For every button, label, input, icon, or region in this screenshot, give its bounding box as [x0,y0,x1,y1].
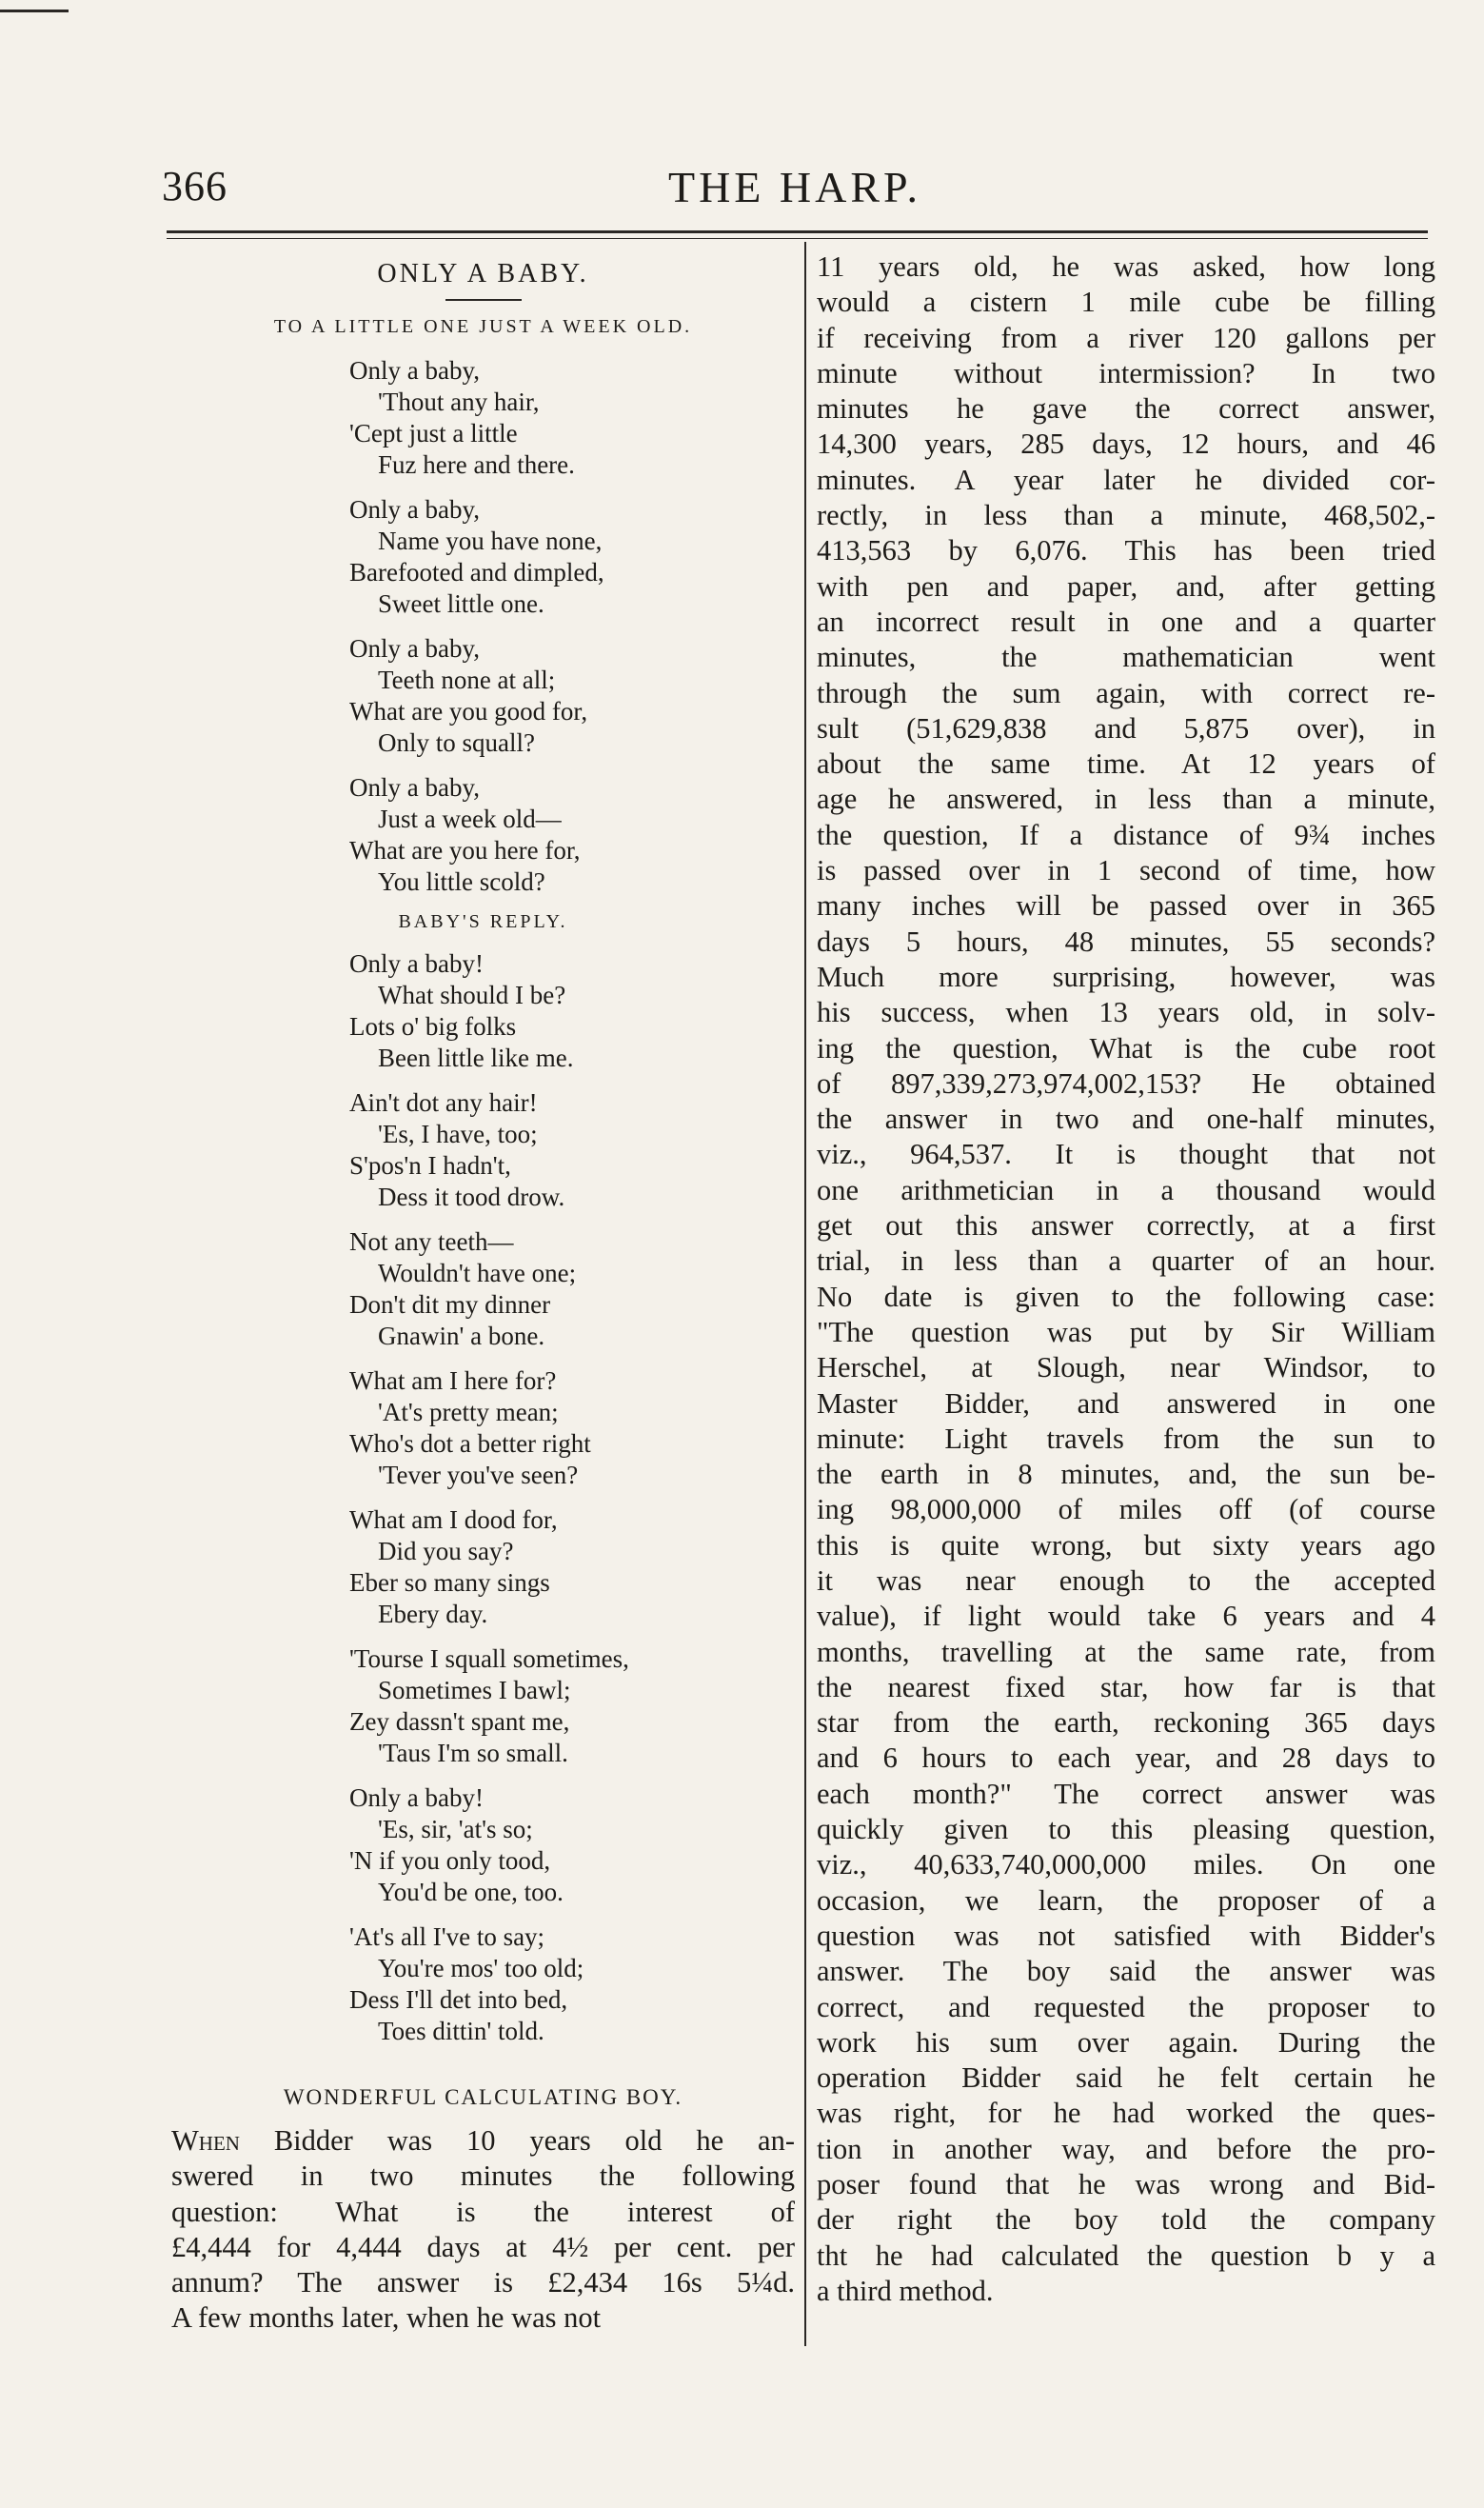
poem-line: What am I dood for, [349,1505,558,1534]
text-line: about the same time. At 12 years of [817,747,1435,781]
poem-line: What should I be? [378,981,566,1009]
text-line: days 5 hours, 48 minutes, 55 seconds? [817,925,1435,958]
title-rule [445,299,522,301]
stanza [349,1504,795,1630]
header-rule-thin [167,238,1428,239]
poem-line: 'N if you only tood, [349,1846,551,1875]
poem-line: You're mos' too old; [378,1954,584,1982]
poem-stanzas [349,355,795,898]
stanza [349,355,795,481]
text-line: was right, for he had worked the ques- [817,2097,1435,2130]
poem-line: Zey dassn't spant me, [349,1707,570,1736]
poem-title: ONLY A BABY. [377,259,589,289]
text-line: the question, If a distance of 9¾ inches [817,818,1435,851]
stanza [349,1643,795,1769]
text-line: tion in another way, and before the pro- [817,2132,1435,2165]
corner-rule [0,10,69,12]
poem-line: 'At's pretty mean; [378,1398,559,1426]
poem-line: Only a baby, [349,773,480,802]
poem-line: 'Tever you've seen? [378,1461,579,1489]
poem-line: Only a baby! [349,949,484,978]
reply-stanzas [349,948,795,2047]
text-line: ing 98,000,000 of miles off (of course [817,1493,1435,1526]
poem-line: Not any teeth— [349,1227,514,1256]
text-line: work his sum over again. During the [817,2025,1435,2059]
text-line: correct, and requested the proposer to [817,1990,1435,2023]
poem-line: Wouldn't have one; [378,1259,577,1287]
poem-line: Only to squall? [378,728,535,757]
text-line: with pen and paper, and, after getting [817,569,1435,603]
running-title: THE HARP. [667,163,922,211]
poem-line: Only a baby, [349,495,480,524]
poem-line: Only a baby, [349,634,480,663]
text-line: a third method. [817,2274,994,2307]
text-line: value), if light would take 6 years and 4 [817,1600,1435,1633]
poem-line: What are you here for, [349,836,581,865]
text-line: the earth in 8 minutes, and, the sun be- [817,1458,1435,1491]
text-line: age he answered, in less than a minute, [817,783,1435,816]
text-line: question: What is the interest of [171,2195,795,2228]
stanza [349,1921,795,2047]
article-title: WONDERFUL CALCULATING BOY. [283,2085,683,2109]
poem-line: Dess I'll det into bed, [349,1985,568,2014]
text-line: and 6 hours to each year, and 28 days to [817,1742,1435,1775]
text-line: operation Bidder said he felt certain he [817,2061,1435,2095]
poem-line: 'Es, sir, 'at's so; [378,1815,533,1843]
text-line: question was not satisfied with Bidder's [817,1919,1435,1952]
stanza [349,1782,795,1908]
text-line: one arithmetician in a thousand would [817,1173,1435,1206]
text-line: star from the earth, reckoning 365 days [817,1706,1435,1740]
text-line: £4,444 for 4,444 days at 4½ per cent. per [171,2230,795,2263]
left-column [171,249,795,2337]
drop-word: When [171,2124,240,2157]
page-header [162,162,1428,221]
text-line: if receiving from a river 120 gallons per [817,321,1435,354]
poem-line: Fuz here and there. [378,450,575,479]
page-number: 366 [162,163,228,209]
stanza [349,1087,795,1213]
text-line: minute: Light travels from the sun to [817,1422,1435,1455]
text-line: "The question was put by Sir William [817,1315,1435,1348]
poem-line: 'At's all I've to say; [349,1922,545,1951]
text-line: No date is given to the following case: [817,1280,1435,1313]
poem-line: What am I here for? [349,1366,557,1395]
text-line: get out this answer correctly, at a first [817,1209,1435,1243]
poem-line: 'Tourse I squall sometimes, [349,1644,629,1673]
article-text-left [171,2123,795,2337]
poem-line: Did you say? [378,1537,514,1565]
poem-line: Dess it tood drow. [378,1183,565,1211]
text-line [171,2123,795,2159]
text-line: poser found that he was wrong and Bid- [817,2168,1435,2201]
stanza [349,948,795,1074]
text-line: trial, in less than a quarter of an hour. [817,1244,1435,1278]
poem-line: Don't dit my dinner [349,1290,551,1319]
text-line: an incorrect result in one and a quarter [817,605,1435,638]
text-line: Herschel, at Slough, near Windsor, to [817,1351,1435,1384]
poem-line: Barefooted and dimpled, [349,558,604,587]
poem-line: What are you good for, [349,697,588,726]
poem-dedication: TO A LITTLE ONE JUST A WEEK OLD. [273,316,693,337]
text-line-rest: Bidder was 10 years old he an- [239,2124,795,2157]
text-line: the nearest fixed star, how far is that [817,1670,1435,1703]
poem-line: Lots o' big folks [349,1012,517,1041]
poem-line: Name you have none, [378,527,603,555]
poem-line: 'Es, I have, too; [378,1120,538,1148]
poem-line: Who's dot a better right [349,1429,591,1458]
text-line: answer. The boy said the answer was [817,1955,1435,1988]
text-line: minutes, the mathematician went [817,641,1435,674]
reply-heading: BABY'S REPLY. [398,911,568,932]
poem-line: Toes dittin' told. [378,2017,544,2045]
text-line: minutes he gave the correct answer, [817,392,1435,426]
text-line: each month?" The correct answer was [817,1777,1435,1810]
text-line: many inches will be passed over in 365 [817,889,1435,923]
header-rule [167,230,1428,233]
poem-line: 'Cept just a little [349,419,518,448]
text-line: would a cistern 1 mile cube be filling [817,286,1435,319]
poem-line: Sometimes I bawl; [378,1676,571,1704]
text-line: Master Bidder, and answered in one [817,1386,1435,1420]
poem-line: 'Taus I'm so small. [378,1739,568,1767]
text-line: the answer in two and one-half minutes, [817,1103,1435,1136]
text-line: tht he had calculated the question b y a [817,2239,1435,2272]
stanza [349,1226,795,1352]
article-text-right [817,249,1435,2309]
poem-line: 'Thout any hair, [378,388,540,416]
text-line: of 897,339,273,974,002,153? He obtained [817,1066,1435,1100]
text-line: is passed over in 1 second of time, how [817,854,1435,887]
text-line: quickly given to this pleasing question, [817,1813,1435,1846]
text-line: his success, when 13 years old, in solv- [817,996,1435,1029]
text-line: viz., 964,537. It is thought that not [817,1138,1435,1171]
poem-line: Teeth none at all; [378,666,556,694]
poem-line: Ain't dot any hair! [349,1088,538,1117]
text-line: 14,300 years, 285 days, 12 hours, and 46 [817,428,1435,461]
poem-line: You little scold? [378,867,545,896]
stanza [349,1365,795,1491]
stanza [349,494,795,620]
text-line: der right the boy told the company [817,2203,1435,2237]
text-line: through the sum again, with correct re- [817,676,1435,709]
poem-line: Ebery day. [378,1600,488,1628]
text-line: occasion, we learn, the proposer of a [817,1883,1435,1917]
text-line: this is quite wrong, but sixty years ago [817,1528,1435,1562]
text-line: it was near enough to the accepted [817,1563,1435,1597]
text-line: months, travelling at the same rate, from [817,1635,1435,1668]
poem-line: Only a baby! [349,1783,484,1812]
stanza [349,772,795,898]
text-line: 11 years old, he was asked, how long [817,250,1435,283]
text-line: A few months later, when he was not [171,2301,602,2335]
text-line: sult (51,629,838 and 5,875 over), in [817,711,1435,745]
poem-line: Only a baby, [349,356,480,385]
text-line: ing the question, What is the cube root [817,1031,1435,1065]
text-line: annum? The answer is £2,434 16s 5¼d. [171,2266,795,2299]
column-divider [804,242,806,2346]
poem-line: Gnawin' a bone. [378,1322,545,1350]
right-column [817,249,1435,2309]
poem-line: Been little like me. [378,1044,574,1072]
text-line: Much more surprising, however, was [817,960,1435,993]
stanza [349,633,795,759]
text-line: minute without intermission? In two [817,356,1435,389]
poem-line: S'pos'n I hadn't, [349,1151,511,1180]
poem-line: Eber so many sings [349,1568,550,1597]
poem-line: You'd be one, too. [378,1878,564,1906]
poem-line: Sweet little one. [378,589,544,618]
poem-line: Just a week old— [378,805,562,833]
text-line: viz., 40,633,740,000,000 miles. On one [817,1848,1435,1881]
text-line: 413,563 by 6,076. This has been tried [817,534,1435,567]
text-line: rectly, in less than a minute, 468,502,- [817,499,1435,532]
text-line: minutes. A year later he divided cor- [817,463,1435,496]
text-line: swered in two minutes the following [171,2160,795,2193]
poem-body [349,355,795,2047]
